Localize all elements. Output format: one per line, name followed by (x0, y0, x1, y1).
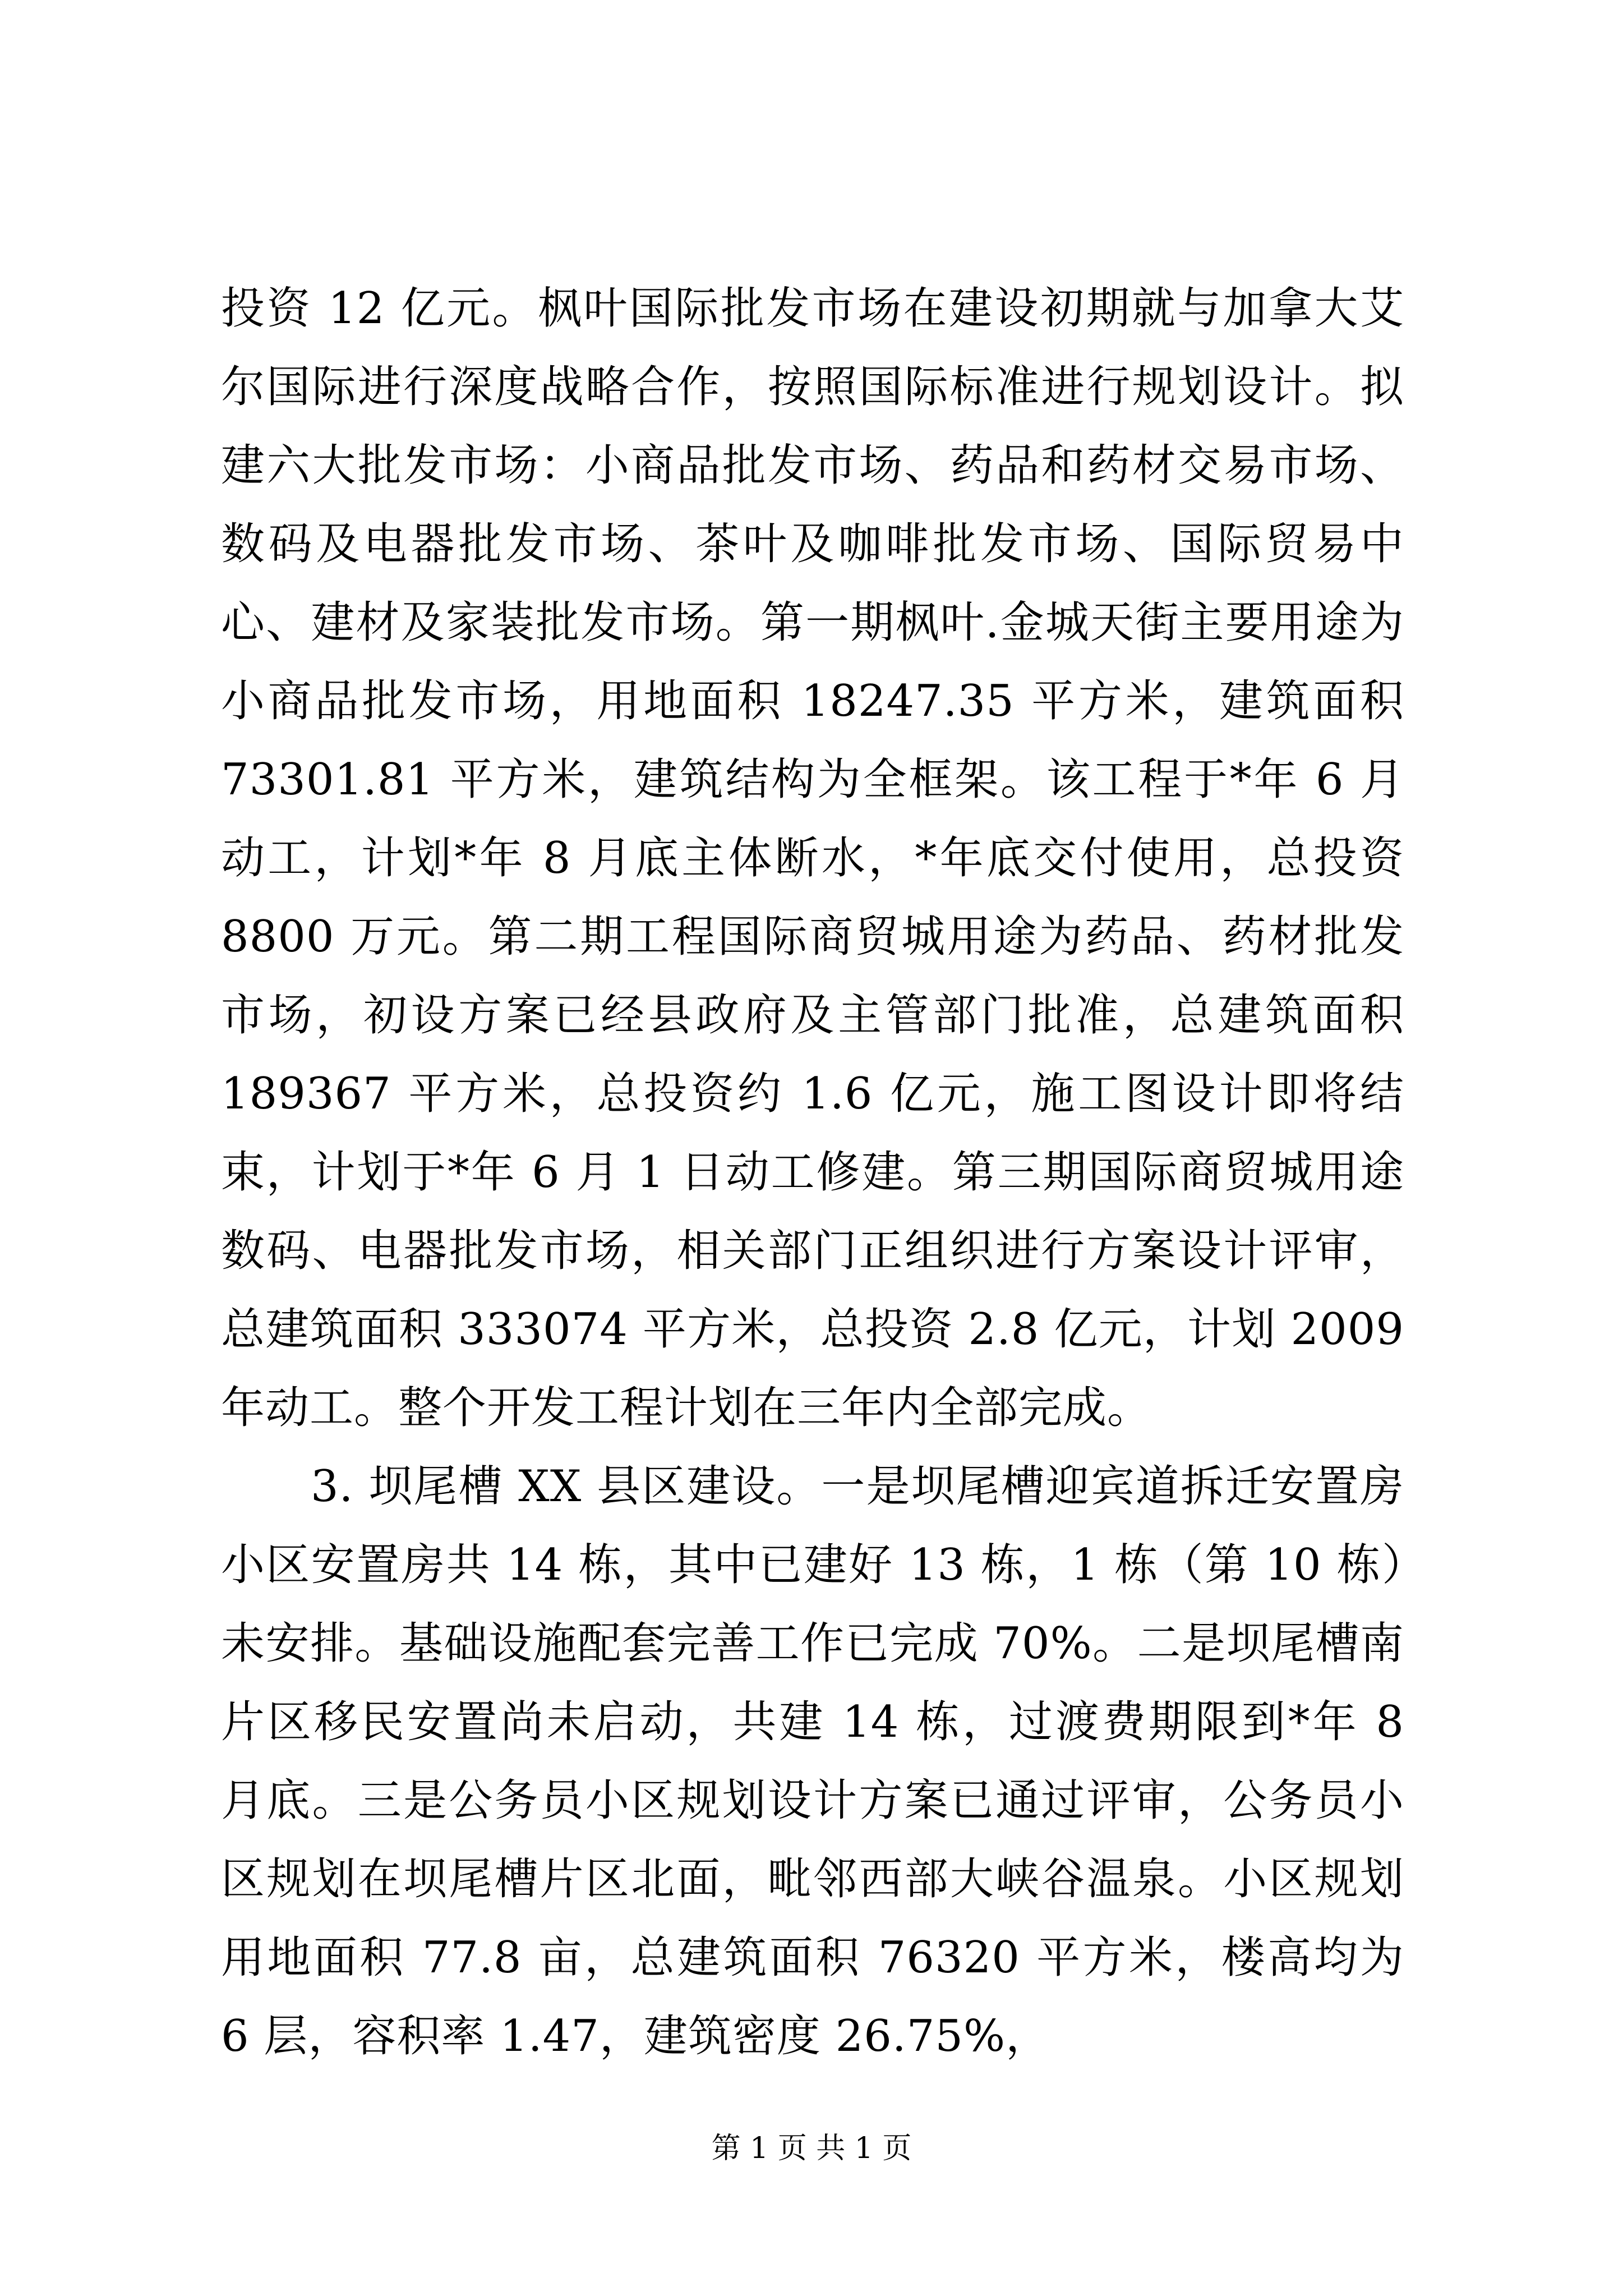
paragraph-2: 3. 坝尾槽 XX 县区建设。一是坝尾槽迎宾道拆迁安置房小区安置房共 14 栋，其中已建好 13 栋，1 栋（第 10 栋）未安排。基础设施配套完善工作已完成 70%。二是坝尾槽南片区移民安置尚未启动，共建 14 栋，过渡费期限到*年 8 月底。三是公务员小区规划设计方案已通过评审，公务员小区规划在坝尾槽片区北面，毗邻西部大峡谷温泉。小区规划用地面积 77.8 亩，总建筑面积 76320 平方米，楼高均为 6 层，容积率 1.47，建筑密度 26.75%， (221, 1461, 1404, 2062)
paragraph-1: 投资 12 亿元。枫叶国际批发市场在建设初期就与加拿大艾尔国际进行深度战略合作，按照国际标准进行规划设计。拟建六大批发市场：小商品批发市场、药品和药材交易市场、数码及电器批发市场、茶叶及咖啡批发市场、国际贸易中心、建材及家装批发市场。第一期枫叶.金城天街主要用途为小商品批发市场，用地面积 18247.35 平方米，建筑面积 73301.81 平方米，建筑结构为全框架。该工程于*年 6 月动工，计划*年 8 月底主体断水，*年底交付使用，总投资 8800 万元。第二期工程国际商贸城用途为药品、药材批发市场，初设方案已经县政府及主管部门批准，总建筑面积 189367 平方米，总投资约 1.6 亿元，施工图设计即将结束，计划于*年 6 月 1 日动工修建。第三期国际商贸城用途数码、电器批发市场，相关部门正组织进行方案设计评审，总建筑面积 333074 平方米，总投资 2.8 亿元，计划 2009 年动工。整个开发工程计划在三年内全部完成。 (221, 283, 1404, 1433)
document-body (221, 269, 1404, 2076)
page-footer: 第 1 页 共 1 页 (711, 2132, 912, 2165)
